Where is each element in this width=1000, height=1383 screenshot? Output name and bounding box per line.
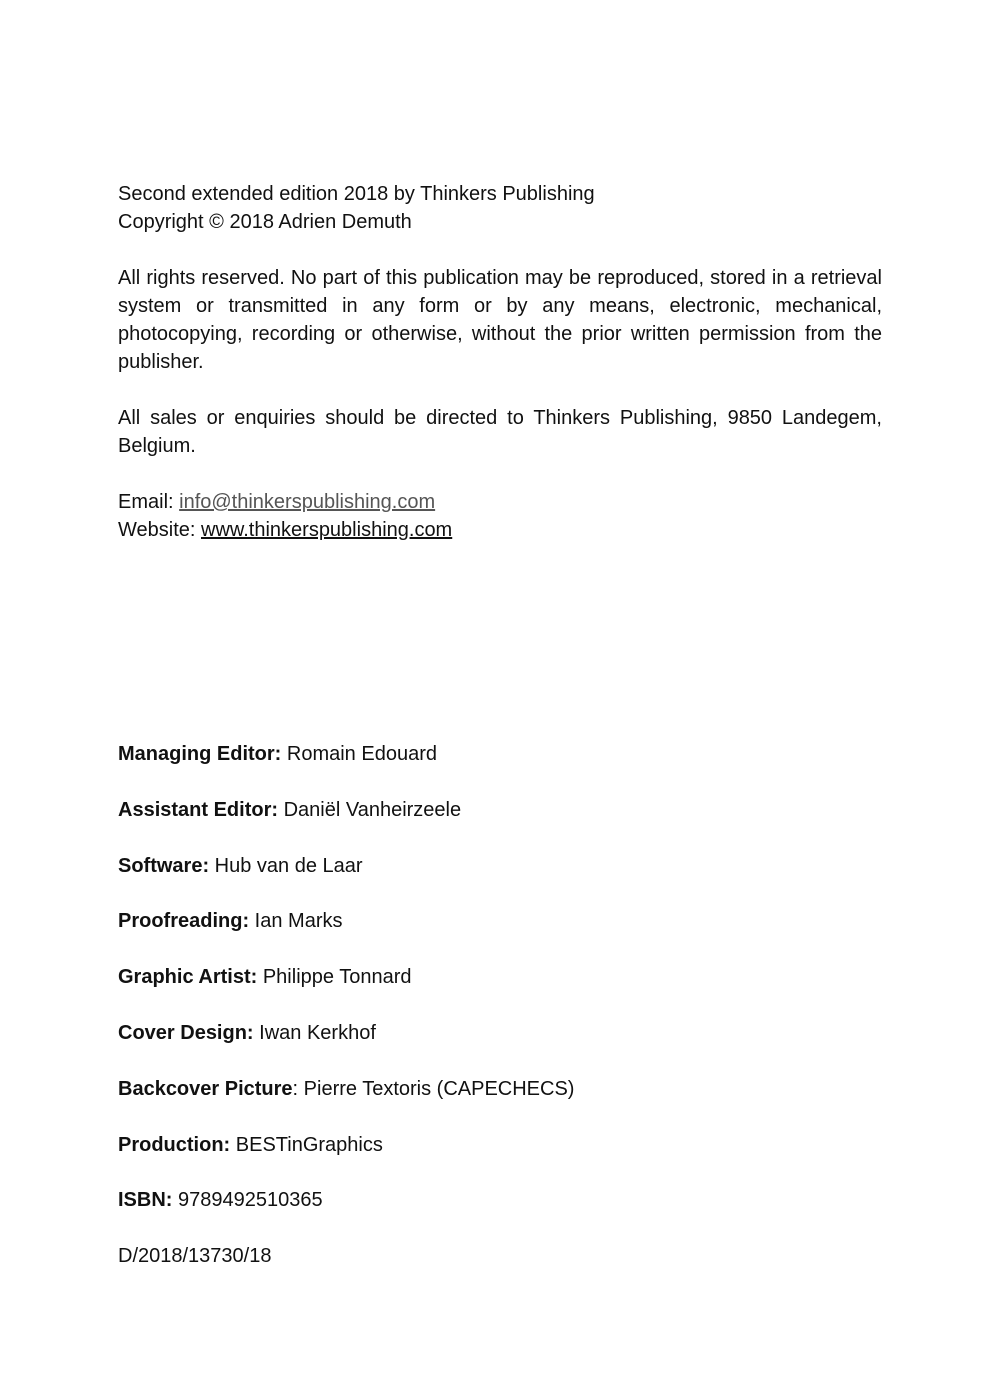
credit-value: BESTinGraphics	[230, 1133, 383, 1156]
rights-paragraph: All rights reserved. No part of this publication may be reproduced, stored in a retrieval system or transmitted in any form or by any means, electronic, mechanical, photocopying, recording or otherwise, without the prior written permission from the publisher.	[118, 267, 882, 373]
credit-backcover-picture	[118, 1075, 882, 1103]
credit-value: Daniël Vanheirzeele	[278, 798, 462, 821]
credit-label: Managing Editor:	[118, 743, 282, 765]
email-line	[118, 488, 882, 516]
credit-proofreading	[118, 907, 882, 935]
credit-label: Software:	[118, 854, 210, 877]
credit-isbn	[118, 1186, 882, 1214]
credit-production	[118, 1131, 882, 1159]
credit-label: Backcover Picture	[118, 1077, 293, 1100]
credit-graphic-artist	[118, 963, 882, 991]
credit-value: Hub van de Laar	[209, 854, 363, 877]
credit-label: Assistant Editor:	[118, 798, 279, 821]
credit-value: Philippe Tonnard	[257, 966, 412, 989]
credit-label: Cover Design:	[118, 1021, 254, 1044]
website-link[interactable]: www.thinkerspublishing.com	[201, 519, 453, 541]
credit-value: Iwan Kerkhof	[253, 1021, 376, 1044]
credit-label: Graphic Artist:	[118, 966, 258, 989]
credit-value: : Pierre Textoris (CAPECHECS)	[292, 1077, 575, 1100]
copyright-line: Copyright © 2018 Adrien Demuth	[118, 211, 412, 233]
deposit-number: D/2018/13730/18	[118, 1245, 272, 1268]
credit-software	[118, 852, 882, 880]
credit-label: Production:	[118, 1133, 231, 1156]
website-line	[118, 516, 882, 544]
credit-value: 9789492510365	[172, 1189, 323, 1212]
credit-label: Proofreading:	[118, 910, 250, 933]
credit-value: Ian Marks	[249, 910, 343, 933]
copyright-block	[118, 180, 882, 544]
email-link[interactable]: info@thinkerspublishing.com	[179, 491, 436, 513]
credit-assistant-editor	[118, 796, 882, 824]
credits-list	[118, 740, 882, 1298]
website-label: Website:	[118, 519, 201, 541]
edition-line: Second extended edition 2018 by Thinkers Publishing	[118, 183, 595, 205]
credit-cover-design	[118, 1019, 882, 1047]
credit-value: Romain Edouard	[281, 743, 437, 765]
credit-managing-editor	[118, 740, 882, 768]
credit-label: ISBN:	[118, 1189, 173, 1212]
email-label: Email:	[118, 491, 180, 513]
sales-paragraph: All sales or enquiries should be directed to Thinkers Publishing, 9850 Landegem, Belgium.	[118, 407, 882, 457]
